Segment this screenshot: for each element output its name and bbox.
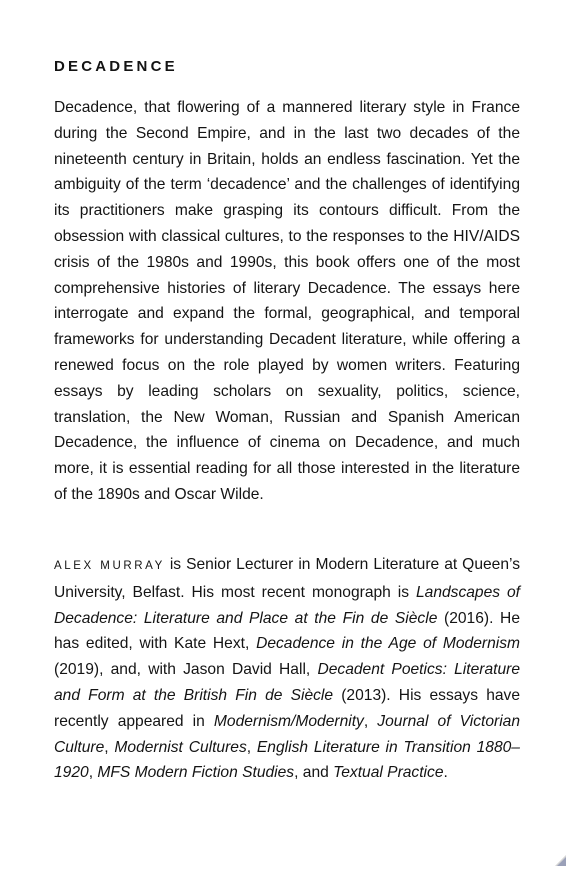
book-description: Decadence, that flowering of a mannered literary style in France during the Second Empire, and in the last two decades of the nineteenth century in Britain, holds an endless fascination. Yet the ambiguity of the term ‘decadence’ and the challenges of identifying its practitioners make grasping its contours difficult. From the obsession with classical cultures, to the responses to the HIV/AIDS crisis of the 1980s and 1990s, this book offers one of the most comprehensive histories of literary Decadence. The essays here interrogate and expand the formal, geographical, and temporal frameworks for understanding Decadent literature, while offering a renewed focus on the role played by women writers. Featuring essays by leading scholars on sexuality, politics, science, translation, the New Woman, Russian and Spanish American Decadence, the influence of cinema on Decadence, and much more, it is essential reading for all those interested in the literature of the 1890s and Oscar Wilde. xyxy=(54,99,520,503)
edited-volume-title: Decadent Poetics: Literature and Form at the British Fin de Siècle xyxy=(54,661,520,704)
page-curl-icon xyxy=(553,853,567,867)
bio-text: is Senior Lecturer in Modern Literature at Queen’s University, Belfast. His most recent monograph is xyxy=(54,556,520,601)
author-name: ALEX MURRAY xyxy=(54,560,165,572)
journal-title: Journal of Victorian Culture xyxy=(54,712,521,756)
separator: , xyxy=(363,712,378,730)
journal-title: English Literature in Transition 1880–1920 xyxy=(54,738,520,782)
edited-volume-title: Decadence in the Age of Modernism xyxy=(256,635,520,653)
separator: , xyxy=(246,738,257,756)
separator: . xyxy=(443,764,448,782)
separator: , and xyxy=(294,764,334,782)
journal-title: Textual Practice xyxy=(333,764,444,782)
book-title-heading: DECADENCE xyxy=(54,58,178,75)
bio-text: (2013). His essays have recently appeared in xyxy=(54,686,521,730)
monograph-title: Landscapes of Decadence: Literature and Place at the Fin de Siècle xyxy=(54,583,521,627)
separator: , xyxy=(88,764,98,782)
journal-title: Modernism/Modernity xyxy=(213,712,364,730)
separator: , xyxy=(104,738,115,756)
bio-text: (2016). He has edited, with Kate Hext, xyxy=(54,609,520,653)
author-bio xyxy=(54,552,520,786)
journal-title: MFS Modern Fiction Studies xyxy=(97,764,295,782)
journal-title: Modernist Cultures xyxy=(114,738,247,756)
bio-text: (2019), and, with Jason David Hall, xyxy=(54,661,318,679)
